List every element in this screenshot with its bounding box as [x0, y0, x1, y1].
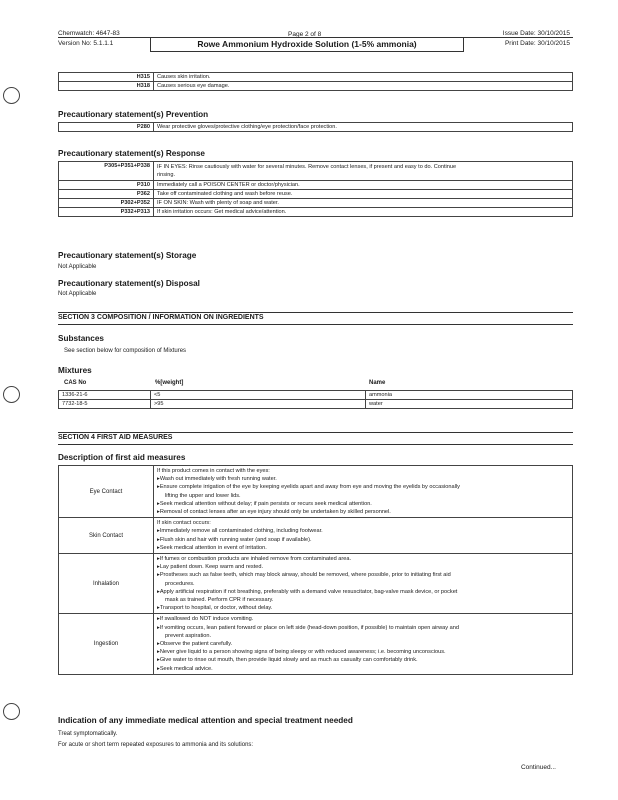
first-aid-line: ▸ Transport to hospital, or doctor, without delay. — [157, 604, 569, 612]
table-row — [59, 208, 573, 217]
punch-hole — [3, 703, 20, 720]
first-aid-line: ▸ Observe the patient carefully. — [157, 640, 569, 648]
first-aid-line: ▸ Wash out immediately with fresh running water. — [157, 475, 569, 483]
name-header: Name — [369, 380, 386, 386]
prevention-table — [58, 122, 573, 132]
response-table — [58, 161, 573, 217]
disposal-text: Not Applicable — [58, 291, 97, 297]
cas-cell: 1336-21-6 — [59, 391, 151, 400]
first-aid-line: ▸ Apply artificial respiration if not breathing, preferably with a demand valve resuscitator, bag-valve mask device, or pocket — [157, 588, 569, 596]
storage-text: Not Applicable — [58, 264, 97, 270]
print-date: Print Date: 30/10/2015 — [504, 40, 570, 47]
first-aid-line: ▸ Immediately remove all contaminated clothing, including footwear. — [157, 527, 569, 535]
first-aid-line: ▸ Removal of contact lenses after an eye injury should only be undertaken by skilled personnel. — [157, 508, 569, 516]
response-text: If skin irritation occurs: Get medical advice/attention. — [154, 208, 573, 217]
immediate-attention-title: Indication of any immediate medical attention and special treatment needed — [58, 716, 353, 725]
skin-contact-text — [154, 518, 573, 554]
inhalation-text — [154, 554, 573, 614]
table-row — [59, 82, 573, 91]
section-rule — [58, 312, 573, 313]
doc-id: Chemwatch: 4647-83 — [58, 30, 120, 37]
response-text: Take off contaminated clothing and wash before reuse. — [154, 190, 573, 199]
ingestion-text — [154, 614, 573, 674]
hazard-code: H318 — [59, 82, 154, 91]
name-cell: water — [366, 400, 573, 409]
hazard-table — [58, 72, 573, 91]
response-text — [154, 162, 573, 181]
section4-title: SECTION 4 FIRST AID MEASURES — [58, 434, 173, 441]
response-text: Immediately call a POISON CENTER or doctor/physician. — [154, 181, 573, 190]
punch-hole — [3, 386, 20, 403]
mixtures-table — [58, 390, 573, 409]
eye-contact-text — [154, 466, 573, 518]
table-row — [59, 73, 573, 82]
section3-title: SECTION 3 COMPOSITION / INFORMATION ON INGREDIENTS — [58, 314, 264, 321]
first-aid-line: ▸ If fumes or combustion products are inhaled remove from contaminated area. — [157, 555, 569, 563]
hazard-code: H315 — [59, 73, 154, 82]
hazard-text: Causes serious eye damage. — [154, 82, 573, 91]
table-row — [59, 162, 573, 181]
first-aid-line: ▸ If swallowed do NOT induce vomiting. — [157, 615, 569, 623]
response-line: rinsing. — [157, 172, 176, 179]
section-rule — [58, 444, 573, 445]
weight-cell: >95 — [151, 400, 366, 409]
mixtures-title: Mixtures — [58, 366, 92, 375]
weight-cell: <5 — [151, 391, 366, 400]
first-aid-line: If skin contact occurs: — [157, 520, 211, 527]
inhalation-label: Inhalation — [59, 554, 154, 614]
first-aid-line: prevent aspiration. — [165, 632, 212, 639]
substances-title: Substances — [58, 334, 104, 343]
first-aid-line: If this product comes in contact with the eyes: — [157, 468, 270, 474]
table-row — [59, 614, 573, 674]
table-row — [59, 123, 573, 132]
first-aid-line: ▸ Never give liquid to a person showing signs of being sleepy or with reduced awareness; i.e. becoming unconscious. — [157, 648, 569, 656]
response-code: P362 — [59, 190, 154, 199]
eye-contact-label: Eye Contact — [59, 466, 154, 518]
continued-label: Continued... — [520, 764, 556, 771]
response-title: Precautionary statement(s) Response — [58, 149, 205, 158]
first-aid-table — [58, 465, 573, 675]
response-code: P302+P352 — [59, 199, 154, 208]
prevention-text: Wear protective gloves/protective clothing/eye protection/face protection. — [154, 123, 573, 132]
name-cell: ammonia — [366, 391, 573, 400]
table-row — [59, 190, 573, 199]
first-aid-line: ▸ If vomiting occurs, lean patient forward or place on left side (head-down position, if possible) to maintain open airway and — [157, 624, 569, 632]
version-number: Version No: 5.1.1.1 — [58, 40, 114, 47]
first-aid-line: ▸ Flush skin and hair with running water (and soap if available). — [157, 536, 569, 544]
page-number: Page 2 of 8 — [288, 31, 322, 38]
table-row — [59, 466, 573, 518]
first-aid-line: ▸ Seek medical attention without delay; if pain persists or recurs seek medical attention. — [157, 500, 569, 508]
response-code: P310 — [59, 181, 154, 190]
product-title: Rowe Ammonium Hydroxide Solution (1-5% ammonia) — [150, 37, 464, 52]
ingestion-label: Ingestion — [59, 614, 154, 674]
disposal-title: Precautionary statement(s) Disposal — [58, 279, 200, 288]
first-aid-line: ▸ Seek medical advice. — [157, 665, 569, 673]
punch-hole — [3, 87, 20, 104]
first-aid-line: procedures. — [165, 580, 195, 587]
first-aid-line: mask as trained. Perform CPR if necessary. — [165, 597, 274, 604]
prevention-code: P280 — [59, 123, 154, 132]
response-code: P305+P351+P338 — [59, 162, 154, 181]
substances-text: See section below for composition of Mixtures — [64, 348, 187, 354]
first-aid-line: ▸ Lay patient down. Keep warm and rested. — [157, 563, 569, 571]
hazard-text: Causes skin irritation. — [154, 73, 573, 82]
response-code: P332+P313 — [59, 208, 154, 217]
first-aid-line: ▸ Give water to rinse out mouth, then provide liquid slowly and as much as casualty can comfortably drink. — [157, 656, 569, 664]
table-row — [59, 391, 573, 400]
first-aid-line: ▸ Ensure complete irrigation of the eye by keeping eyelids apart and away from eye and moving the eyelids by occasionally — [157, 483, 569, 491]
table-row — [59, 199, 573, 208]
issue-date: Issue Date: 30/10/2015 — [502, 30, 570, 37]
table-row — [59, 400, 573, 409]
section-rule — [58, 432, 573, 433]
prevention-title: Precautionary statement(s) Prevention — [58, 110, 209, 119]
table-row — [59, 518, 573, 554]
response-text: IF ON SKIN: Wash with plenty of soap and water. — [154, 199, 573, 208]
section-rule — [58, 324, 573, 325]
table-row — [59, 181, 573, 190]
first-aid-title: Description of first aid measures — [58, 453, 186, 462]
table-row — [59, 554, 573, 614]
weight-header: %[weight] — [155, 380, 184, 386]
cas-cell: 7732-18-5 — [59, 400, 151, 409]
immediate-line: Treat symptomatically. — [58, 731, 118, 737]
first-aid-line: lifting the upper and lower lids. — [165, 492, 241, 499]
cas-header: CAS No — [64, 380, 87, 386]
storage-title: Precautionary statement(s) Storage — [58, 251, 197, 260]
response-line: IF IN EYES: Rinse cautiously with water for several minutes. Remove contact lenses, if present and easy to do. Continue — [157, 164, 457, 170]
skin-contact-label: Skin Contact — [59, 518, 154, 554]
first-aid-line: ▸ Seek medical attention in event of irritation. — [157, 544, 569, 552]
immediate-line: For acute or short term repeated exposures to ammonia and its solutions: — [58, 742, 254, 748]
first-aid-line: ▸ Prostheses such as false teeth, which may block airway, should be removed, where possible, prior to initiating first aid — [157, 571, 569, 579]
